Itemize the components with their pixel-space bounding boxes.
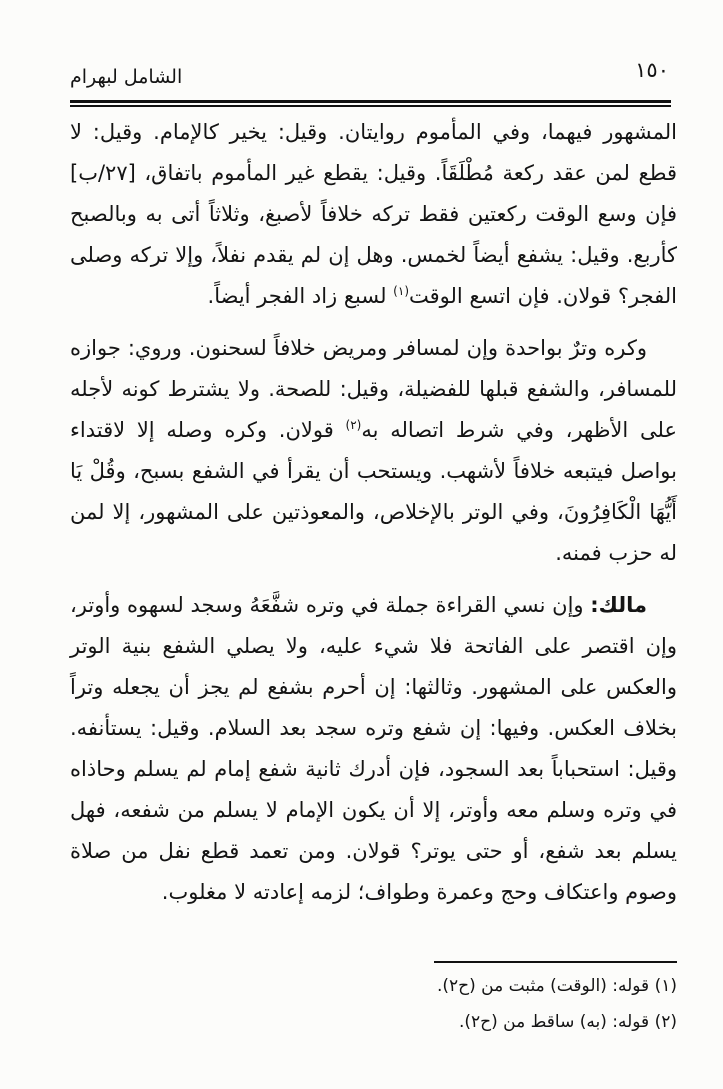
paragraph-text: المشهور فيهما، وفي المأموم روايتان. وقيل: يخير كالإمام. وقيل: لا قطع لمن عقد ركعة مُطْلَقَاً. وقيل: يقطع غير المأموم باتفاق، [٢٧/ب] فإن وسع الوقت ركعتين فقط تركه خلافاً لأصبغ، وثلاثاً أتى به وبالصبح كأربع. وقيل: يشفع أيضاً لخمس. وهل إن لم يقدم نفلاً، وإلا تركه وصلى الفجر؟ قولان. فإن اتسع الوقت — [70, 120, 677, 308]
footnote-marker: (١) — [393, 284, 409, 298]
paragraph — [70, 112, 677, 317]
paragraph-text: قولان. وكره وصله إلا لاقتداء بواصل فيتبعه خلافاً لأشهب. ويستحب أن يقرأ في الشفع بسبح، وقُلْ يَا أَيُّهَا الْكَافِرُونَ، وفي الوتر بالإخلاص، والمعوذتين على المشهور، إلا لمن له حزب فمنه. — [70, 418, 677, 565]
paragraph — [70, 328, 677, 574]
footnote-item: (١) قوله: (الوقت) مثبت من (ح٢). — [436, 976, 677, 996]
footnote-marker: (٢) — [345, 418, 362, 432]
paragraph-text: وإن نسي القراءة جملة في وتره شفَّعَهُ وسجد لسهوه وأوتر، وإن اقتصر على الفاتحة فلا شيء عليه، ولا يصلي الشفع بنية الوتر والعكس على المشهور. وثالثها: إن أحرم بشفع لم يجز أن يجعله وتراً بخلاف العكس. وفيها: إن شفع وتره سجد بعد السلام. وقيل: يستأنفه. وقيل: استحباباً بعد السجود، فإن أدرك ثانية شفع إمام لم يسلم وحاذاه في وتره وسلم معه وأوتر، إلا أن يكون الإمام لا يسلم من شفعه، فهل يسلم بعد شفع، أو حتى يوتر؟ قولان. ومن تعمد قطع نفل من صلاة وصوم واعتكاف وحج وعمرة وطواف؛ لزمه إعادته لا مغلوب. — [70, 593, 677, 904]
footnote-item: (٢) قوله: (به) ساقط من (ح٢). — [458, 1012, 677, 1032]
footnote-divider-rule — [434, 961, 677, 963]
book-title: الشامل لبهرام — [70, 66, 183, 88]
paragraph-text: وكره وترٌ بواحدة وإن لمسافر ومريض خلافاً لسحنون. وروي: جوازه للمسافر، والشفع قبلها للفضيلة، وقيل: للصحة. ولا يشترط كونه لأجله على الأظهر، وفي شرط اتصاله به — [70, 336, 677, 442]
running-header — [70, 58, 677, 90]
paragraph — [70, 585, 677, 913]
paragraph-lead: مالك: — [590, 593, 647, 617]
page-number: ١٥٠ — [635, 58, 669, 82]
paragraph-text: لسبع زاد الفجر أيضاً. — [207, 284, 394, 308]
footnotes-section — [70, 968, 677, 1040]
header-divider-rule — [70, 100, 671, 107]
body-text — [70, 112, 677, 924]
